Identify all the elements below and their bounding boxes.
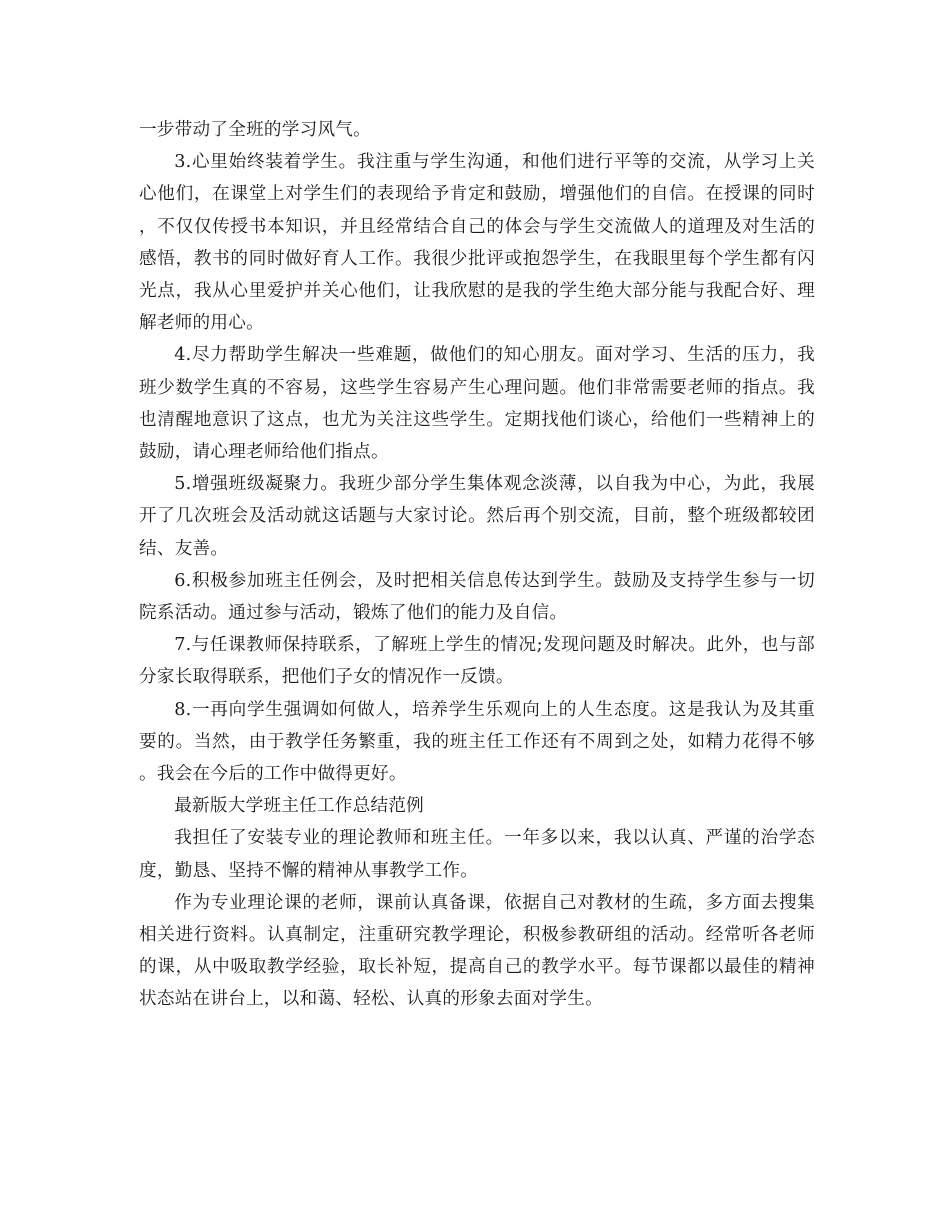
paragraph-intro: 我担任了安装专业的理论教师和班主任。一年多以来，我以认真、严谨的治学态度，勤恳、坚持不懈的精神从事教学工作。 <box>139 828 815 881</box>
paragraph-item-4: 4.尽力帮助学生解决一些难题，做他们的知心朋友。面对学习、生活的压力，我班少数学生真的不容易，这些学生容易产生心理问题。他们非常需要老师的指点。我也清醒地意识了这点，也尤为关注这些学生。定期找他们谈心，给他们一些精神上的鼓励，请心理老师给他们指点。 <box>139 345 815 463</box>
paragraph-item-7: 7.与任课教师保持联系，了解班上学生的情况;发现问题及时解决。此外，也与部分家长取得联系，把他们子女的情况作一反馈。 <box>139 635 815 688</box>
paragraph-item-3: 3.心里始终装着学生。我注重与学生沟通，和他们进行平等的交流，从学习上关心他们，在课堂上对学生们的表现给予肯定和鼓励，增强他们的自信。在授课的同时，不仅仅传授书本知识，并且经常结合自己的体会与学生交流做人的道理及对生活的感悟，教书的同时做好育人工作。我很少批评或抱怨学生，在我眼里每个学生都有闪光点，我从心里爱护并关心他们，让我欣慰的是我的学生绝大部分能与我配合好、理解老师的用心。 <box>139 152 815 334</box>
section-heading: 最新版大学班主任工作总结范例 <box>174 796 425 817</box>
document-body <box>139 114 815 1016</box>
paragraph-item-6: 6.积极参加班主任例会，及时把相关信息传达到学生。鼓励及支持学生参与一切院系活动。通过参与活动，锻炼了他们的能力及自信。 <box>139 570 815 624</box>
paragraph-item-8: 8.一再向学生强调如何做人，培养学生乐观向上的人生态度。这是我认为及其重要的。当然，由于教学任务繁重，我的班主任工作还有不周到之处，如精力花得不够。我会在今后的工作中做得更好。 <box>139 699 815 785</box>
paragraph-teaching: 作为专业理论课的老师，课前认真备课，依据自己对教材的生疏，多方面去搜集相关进行资料。认真制定，注重研究教学理论，积极参教研组的活动。经常听各老师的课，从中吸取教学经验，取长补短，提高自己的教学水平。每节课都以最佳的精神状态站在讲台上，以和蔼、轻松、认真的形象去面对学生。 <box>139 892 815 1010</box>
paragraph-item-5: 5.增强班级凝聚力。我班少部分学生集体观念淡薄，以自我为中心，为此，我展开了几次班会及活动就这话题与大家讨论。然后再个别交流，目前，整个班级都较团结、友善。 <box>139 474 815 559</box>
paragraph-continuation: 一步带动了全班的学习风气。 <box>139 120 371 140</box>
